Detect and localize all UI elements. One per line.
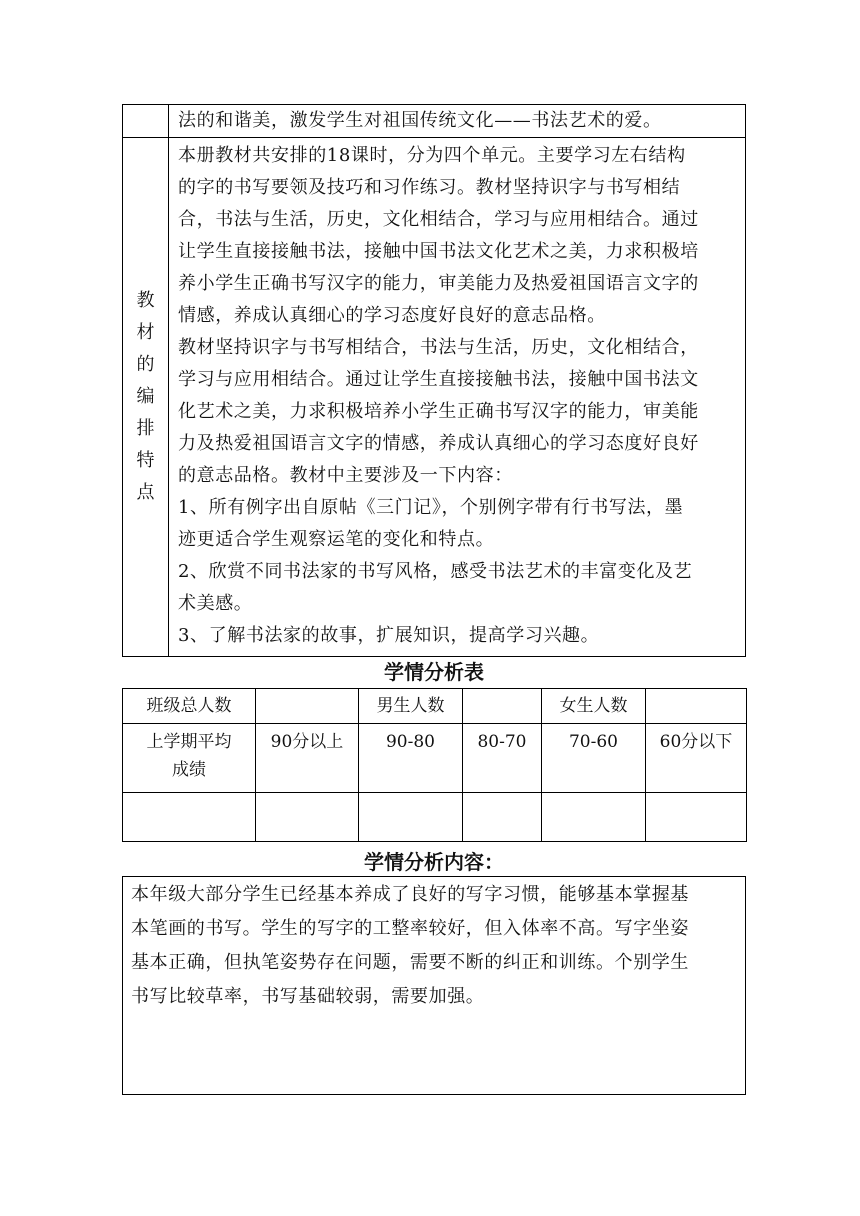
text-line: 迹更适合学生观察运笔的变化和特点。 (178, 529, 495, 550)
label-char: 材 (136, 322, 155, 343)
table-cell (463, 689, 542, 724)
table-cell (542, 793, 646, 842)
text-line: 教材坚持识字与书写相结合，书法与生活，历史，文化相结合， (178, 337, 699, 358)
features-label (123, 138, 169, 657)
analysis-content-box (122, 876, 746, 1095)
text-line: 本年级大部分学生已经基本养成了良好的写字习惯，能够基本掌握基 (131, 884, 689, 905)
label-char: 排 (136, 418, 155, 439)
table-cell (646, 793, 747, 842)
text-line: 术美感。 (178, 593, 253, 614)
paragraph-item-2 (169, 556, 745, 620)
table-cell (646, 689, 747, 724)
table-cell (256, 793, 359, 842)
textbook-features-table (122, 104, 746, 657)
table-cell (463, 793, 542, 842)
table-cell: 70-60 (542, 724, 646, 793)
text-line: 力及热爱祖国语言文字的情感，养成认真细心的学习态度好良好 (178, 433, 699, 454)
text-line: 学习与应用相结合。通过让学生直接接触书法，接触中国书法文 (178, 369, 699, 390)
text-line: 本笔画的书写。学生的写字的工整率较好，但入体率不高。写字坐姿 (131, 918, 689, 939)
label-char: 特 (136, 450, 155, 471)
label-char: 点 (136, 482, 155, 503)
paragraph-item-1 (169, 492, 745, 556)
table-cell (256, 689, 359, 724)
table-cell: 女生人数 (542, 689, 646, 724)
table-cell: 90分以上 (256, 724, 359, 793)
label-char: 的 (136, 354, 155, 375)
paragraph-overview (169, 140, 745, 332)
text-line: 基本正确，但执笔姿势存在问题，需要不断的纠正和训练。个别学生 (131, 952, 689, 973)
text-line: 情感，养成认真细心的学习态度好良好的意志品格。 (178, 305, 606, 326)
table-cell: 90-80 (359, 724, 463, 793)
table-cell: 班级总人数 (123, 689, 256, 724)
empty-label-cell (123, 105, 169, 138)
analysis-content-title: 学情分析内容： (364, 850, 504, 874)
text-line: 本册教材共安排的18课时，分为四个单元。主要学习左右结构 (178, 145, 686, 166)
text-line: 书写比较草率，书写基础较弱，需要加强。 (131, 986, 485, 1007)
table-cell (123, 724, 256, 793)
paragraph-principles (169, 332, 745, 492)
continuation-text-cell (169, 105, 746, 138)
text-line: 3、了解书法家的故事，扩展知识，提高学习兴趣。 (178, 625, 600, 646)
text-line: 让学生直接接触书法，接触中国书法文化艺术之美，力求积极培 (178, 241, 699, 262)
features-content-cell (169, 138, 746, 657)
text-line: 的意志品格。教材中主要涉及一下内容： (178, 465, 513, 486)
student-analysis-table (122, 688, 747, 842)
table-cell: 60分以下 (646, 724, 747, 793)
text-line: 合，书法与生活，历史，文化相结合，学习与应用相结合。通过 (178, 209, 699, 230)
label-char: 教 (136, 290, 155, 311)
label-char: 编 (136, 386, 155, 407)
text-line: 的字的书写要领及技巧和习作练习。教材坚持识字与书写相结 (178, 177, 681, 198)
cell-text: 上学期平均成绩 (146, 732, 232, 780)
text-line: 化艺术之美，力求积极培养小学生正确书写汉字的能力，审美能 (178, 401, 699, 422)
text-line: 1、所有例字出自原帖《三门记》，个别例字带有行书写法，墨 (178, 497, 684, 518)
table-cell: 80-70 (463, 724, 542, 793)
analysis-table-title: 学情分析表 (384, 660, 484, 684)
table-row (123, 689, 747, 724)
paragraph-item-3 (169, 620, 745, 652)
text-line: 2、欣赏不同书法家的书写风格，感受书法艺术的丰富变化及艺 (178, 561, 693, 582)
table-row (123, 793, 747, 842)
continuation-line: 法的和谐美，激发学生对祖国传统文化——书法艺术的爱。 (178, 110, 662, 131)
table-cell (359, 793, 463, 842)
table-row (123, 724, 747, 793)
text-line: 养小学生正确书写汉字的能力，审美能力及热爱祖国语言文字的 (178, 273, 699, 294)
table-cell (123, 793, 256, 842)
table-cell: 男生人数 (359, 689, 463, 724)
